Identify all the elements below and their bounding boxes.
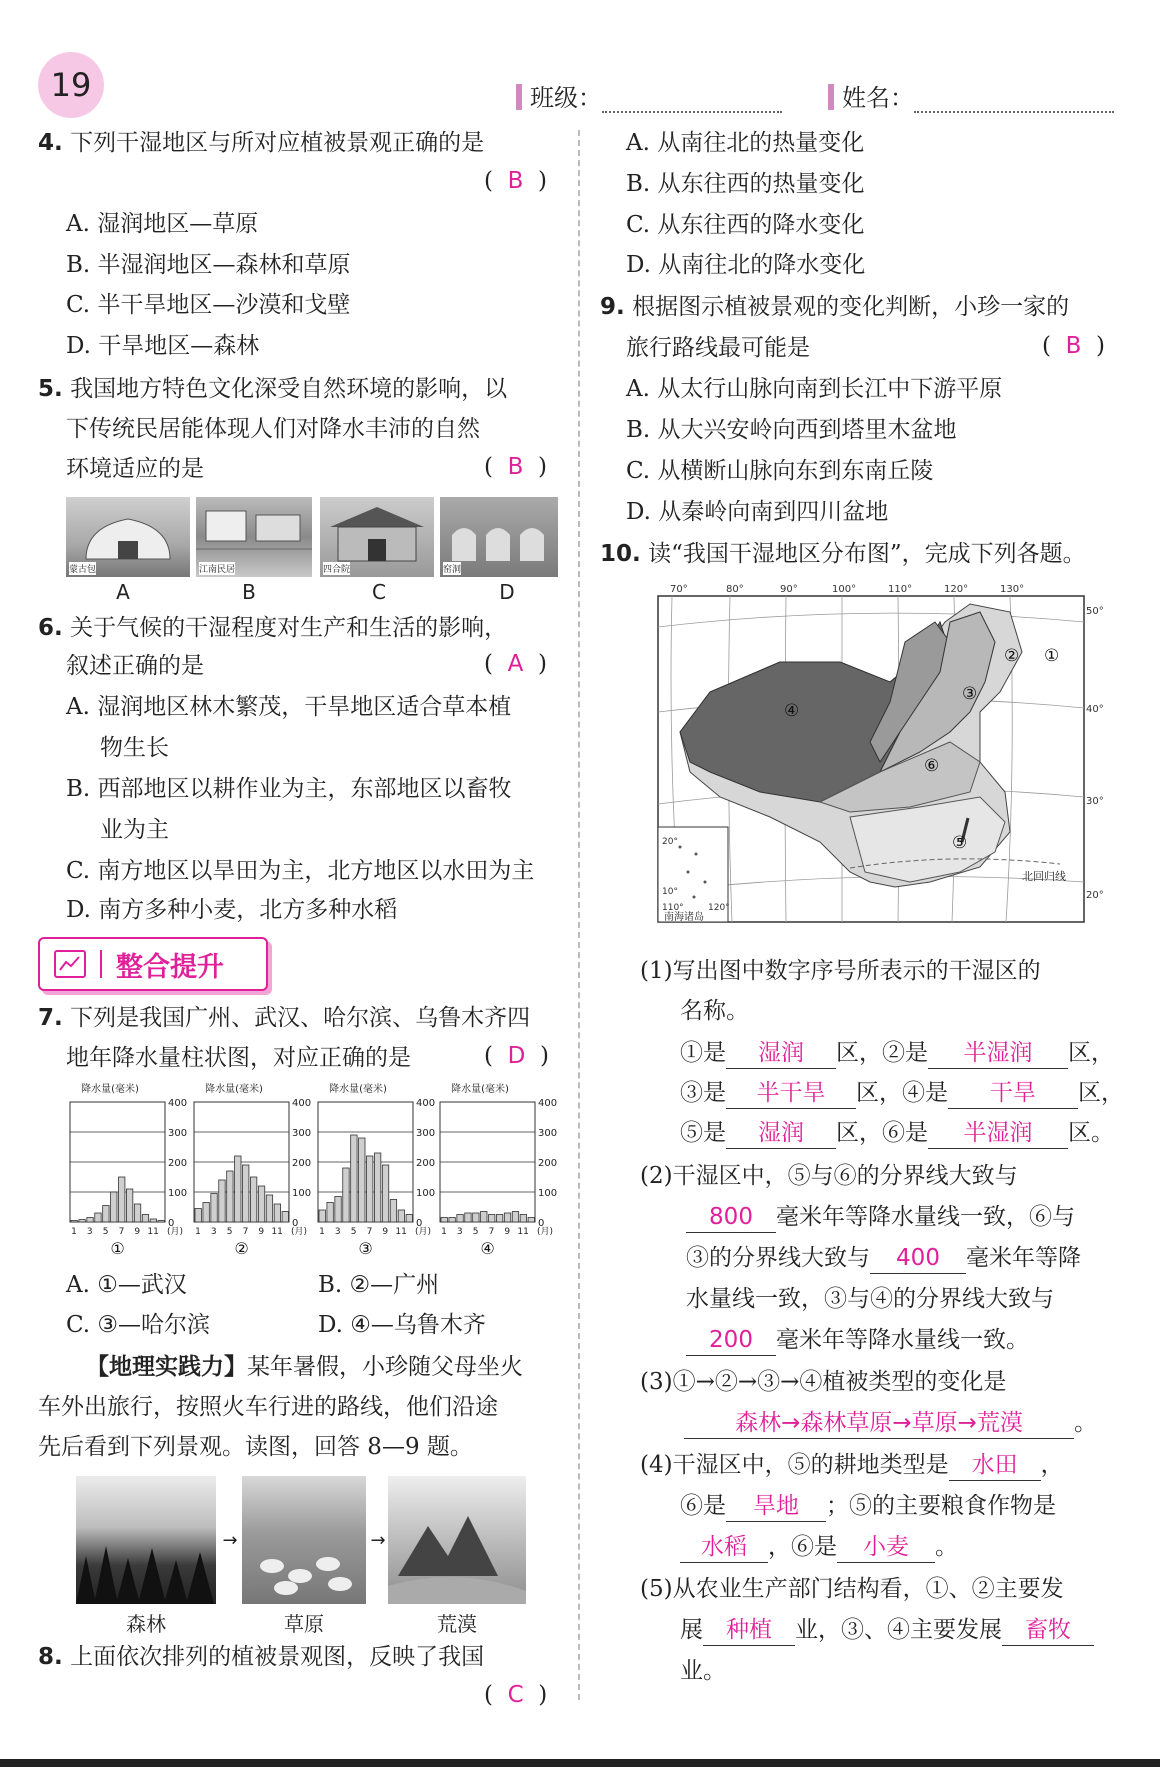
class-blank[interactable] (602, 87, 782, 113)
lon-100: 100° (832, 584, 857, 595)
q6-option-b: B. 西部地区以耕作业为主，东部地区以畜牧 (66, 776, 512, 802)
chart-1-ytick: 0 (168, 1218, 175, 1229)
inset-tick-110: 110° (662, 903, 684, 913)
chart-3-xtick: 7 (366, 1227, 373, 1237)
arrow-1: → (222, 1530, 238, 1551)
q10-p4-line1: (4)干湿区中，⑤的耕地类型是 水田 ， (640, 1450, 1064, 1481)
sheep-illustration (242, 1476, 366, 1604)
chart-4-bar (449, 1218, 455, 1223)
marker-6: ⑥ (924, 756, 940, 776)
name-label: 姓名： (842, 84, 914, 112)
chart-2-bar (243, 1165, 249, 1222)
chart-2-bar (250, 1177, 256, 1222)
photo-yaodong (440, 497, 558, 577)
chart-4-xtick: 3 (456, 1227, 463, 1237)
chart-1-bar (158, 1221, 164, 1223)
lon-130: 130° (1000, 584, 1025, 595)
chart-2-xlabel: (月) (291, 1227, 308, 1237)
chart-1-xlabel: (月) (167, 1227, 184, 1237)
page-number-badge (38, 52, 104, 118)
q10-p2-line2: 800 毫米年等降水量线一致，⑥与 (686, 1202, 1075, 1233)
q10-p3-line2: 森林→森林草原→草原→荒漠 。 (684, 1408, 1097, 1439)
chart-1-xtick: 9 (134, 1227, 141, 1237)
q10-p1-line2: 名称。 (680, 998, 749, 1024)
chart-4-ytick: 0 (538, 1218, 545, 1229)
q7-answer: ( D ) (484, 1043, 549, 1069)
q4-option-d: D. 干旱地区—森林 (66, 333, 260, 359)
marker-5: ⑤ (952, 833, 968, 853)
chart-2-bar (195, 1209, 201, 1223)
q7-option-a: A. ①—武汉 (66, 1272, 187, 1298)
chart-1-bar (87, 1218, 93, 1223)
q6-stem-2: 叙述正确的是 (66, 653, 204, 679)
lat-50: 50° (1086, 606, 1104, 617)
chart-2-xtick: 11 (271, 1227, 283, 1237)
lon-120: 120° (944, 584, 969, 595)
q6-option-b-cont: 业为主 (100, 817, 169, 843)
chart-4-xtick: 1 (441, 1227, 447, 1237)
practice-line-3: 先后看到下列景观。读图，回答 8—9 题。 (38, 1434, 473, 1460)
chart-3-bar (343, 1168, 349, 1222)
q8-option-b: B. 从东往西的热量变化 (626, 171, 865, 197)
q4-option-a: A. 湿润地区—草原 (66, 211, 259, 237)
marker-3: ③ (962, 684, 978, 704)
chart-3-ytick: 100 (416, 1188, 436, 1199)
q7-option-d: D. ④—乌鲁木齐 (318, 1312, 486, 1338)
q10-p2-line5: 200 毫米年等降水量线一致。 (686, 1325, 1029, 1356)
blank-crop[interactable]: 种植 (703, 1615, 795, 1646)
q8-answer: ( C ) (484, 1682, 548, 1708)
desert-illustration (388, 1476, 526, 1604)
q9-stem-1: 9. 根据图示植被景观的变化判断，小珍一家的 (600, 294, 1070, 320)
photo-siheyuan (320, 497, 434, 577)
chart-3-bar (390, 1200, 396, 1223)
q7-stem-2: 地年降水量柱状图，对应正确的是 (66, 1045, 411, 1071)
chart-4-bar (465, 1213, 471, 1222)
chart-3-ytick: 0 (416, 1218, 423, 1229)
photo-yurt (66, 497, 190, 577)
chart-1-ylabel: 降水量(毫米) (81, 1084, 139, 1095)
chart-4-ylabel: 降水量(毫米) (451, 1084, 509, 1095)
q10-p4-line3: 水稻 ，⑥是 小麦 。 (680, 1532, 958, 1563)
chart-2-bar (258, 1186, 264, 1222)
q5-stem-1: 5. 我国地方特色文化深受自然环境的影响，以 (38, 376, 508, 402)
chart-3-ytick: 200 (416, 1158, 436, 1169)
chart-4-xtick: 7 (488, 1227, 495, 1237)
q9-option-d: D. 从秦岭向南到四川盆地 (626, 499, 889, 525)
q9-option-c: C. 从横断山脉向东到东南丘陵 (626, 458, 934, 484)
q10-p5-line2: 展 种植 业，③、④主要发展 畜牧 (680, 1615, 1094, 1646)
blank-4[interactable]: 干旱 (948, 1078, 1078, 1109)
q9-answer: ( B ) (1042, 333, 1105, 359)
photo-caption-a: 蒙古包 (69, 562, 96, 575)
practice-tag: 【地理实践力】 (86, 1354, 247, 1380)
chart-4-bar (489, 1215, 495, 1223)
blank-400[interactable]: 400 (870, 1243, 966, 1274)
inset-label: 南海诸岛 (664, 912, 704, 923)
chart-4-ytick: 300 (538, 1128, 558, 1139)
chart-3-xtick: 3 (334, 1227, 341, 1237)
chart-1-ytick: 100 (168, 1188, 188, 1199)
blank-vegetation[interactable]: 森林→森林草原→草原→荒漠 (684, 1408, 1074, 1439)
chart-4-xlabel: (月) (537, 1227, 554, 1237)
caption-desert: 荒漠 (437, 1612, 477, 1636)
column-divider (578, 130, 580, 1700)
q5-answer: ( B ) (484, 454, 547, 480)
q10-p1-row2: ③是 半干旱 区，④是 干旱 区， (680, 1078, 1124, 1109)
q6-option-c: C. 南方地区以旱田为主，北方地区以水田为主 (66, 858, 535, 884)
chart-1-xtick: 11 (147, 1227, 159, 1237)
q7-stem-1: 7. 下列是我国广州、武汉、哈尔滨、乌鲁木齐四 (38, 1005, 531, 1031)
dry-wet-map (650, 582, 1110, 944)
chart-4-bar (441, 1218, 447, 1223)
q4-option-b: B. 半湿润地区—森林和草原 (66, 252, 351, 278)
class-label: 班级： (530, 84, 602, 112)
tropic-label: 北回归线 (1022, 870, 1066, 883)
photo-caption-d: 窑洞 (443, 562, 461, 575)
q6-option-d: D. 南方多种小麦，北方多种水稻 (66, 897, 398, 923)
blank-livestock[interactable]: 畜牧 (1002, 1615, 1094, 1646)
chart-2-ytick: 0 (292, 1218, 299, 1229)
q5-letter-c: C (372, 580, 386, 604)
chart-4-bar (528, 1218, 534, 1223)
photo-jiangnan (196, 497, 312, 577)
chart-2-xtick: 7 (242, 1227, 249, 1237)
chart-4-bar (457, 1215, 463, 1223)
chart-3-bar (367, 1156, 373, 1222)
chart-1-xtick: 3 (86, 1227, 93, 1237)
chart-2-bar (235, 1156, 241, 1222)
chart-2-xtick: 3 (210, 1227, 217, 1237)
chart-2-bar (219, 1180, 225, 1222)
chart-3-ytick: 400 (416, 1098, 436, 1109)
q6-answer: ( A ) (484, 651, 547, 677)
chart-4-bar (512, 1212, 518, 1223)
chart-3-label: ③ (358, 1239, 373, 1258)
chart-1-bar (126, 1189, 132, 1222)
q5-stem-3: 环境适应的是 (66, 456, 204, 482)
photo-grassland (242, 1476, 366, 1604)
chart-2-ytick: 100 (292, 1188, 312, 1199)
q9-option-a: A. 从太行山脉向南到长江中下游平原 (626, 376, 1003, 402)
chart-1-bar (142, 1215, 148, 1223)
chart-3-bar (359, 1138, 365, 1222)
chart-2-bar (227, 1171, 233, 1222)
blank-5[interactable]: 湿润 (726, 1118, 836, 1149)
q5-stem-2: 下传统民居能体现人们对降水丰沛的自然 (66, 416, 480, 442)
chart-2-bar (274, 1204, 280, 1222)
photo-caption-c: 四合院 (323, 562, 350, 575)
blank-800[interactable]: 800 (686, 1202, 776, 1233)
q8-stem: 8. 上面依次排列的植被景观图，反映了我国 (38, 1644, 485, 1670)
inset-tick-20: 20° (662, 837, 678, 847)
q10-p2-line3: ③的分界线大致与 400 毫米年等降 (686, 1243, 1081, 1274)
chart-3-bar (335, 1197, 341, 1223)
chart-3-ylabel: 降水量(毫米) (329, 1084, 387, 1095)
section-title: 整合提升 (116, 951, 224, 983)
chart-1-xtick: 7 (118, 1227, 125, 1237)
q5-letter-a: A (116, 580, 130, 604)
arrow-2: → (370, 1530, 386, 1551)
photo-desert (388, 1476, 526, 1604)
q6-option-a-cont: 物生长 (100, 735, 169, 761)
q8-option-d: D. 从南往北的降水变化 (626, 252, 866, 278)
chart-4-xtick: 9 (504, 1227, 511, 1237)
chart-2-ylabel: 降水量(毫米) (205, 1084, 263, 1095)
chart-3-bar (327, 1203, 333, 1223)
q6-stem-1: 6. 关于气候的干湿程度对生产和生活的影响， (38, 615, 508, 641)
chart-1-xtick: 5 (102, 1227, 109, 1237)
q7-option-c: C. ③—哈尔滨 (66, 1312, 211, 1338)
blank-rice[interactable]: 水稻 (680, 1532, 768, 1563)
lat-30: 30° (1086, 796, 1104, 807)
q10-p1-row1: ①是 湿润 区，②是 半湿润 区， (680, 1038, 1114, 1069)
chart-1-bar (71, 1221, 77, 1223)
chart-2-ytick: 400 (292, 1098, 312, 1109)
marker-2: ② (1004, 646, 1020, 666)
lon-80: 80° (726, 584, 744, 595)
chart-1-label: ① (110, 1239, 125, 1258)
chart-4-bar (481, 1212, 487, 1223)
practice-line-1: 【地理实践力】某年暑假，小珍随父母坐火 (86, 1354, 523, 1380)
q10-p2-line4: 水量线一致，③与④的分界线大致与 (686, 1286, 1054, 1312)
chart-1-ytick: 400 (168, 1098, 188, 1109)
section-tag (38, 937, 268, 991)
chart-4-bar (473, 1213, 479, 1222)
chart-3-xtick: 5 (350, 1227, 357, 1237)
chart-3-bar (374, 1153, 380, 1222)
lon-70: 70° (670, 584, 688, 595)
chart-2-ytick: 200 (292, 1158, 312, 1169)
lat-20: 20° (1086, 890, 1104, 901)
chart-4-bar (496, 1215, 502, 1223)
chart-4-ytick: 400 (538, 1098, 558, 1109)
chart-2-xtick: 5 (226, 1227, 233, 1237)
q5-letter-d: D (499, 580, 515, 604)
photo-forest (76, 1476, 216, 1604)
chart-2-label: ② (234, 1239, 249, 1258)
chart-2-ytick: 300 (292, 1128, 312, 1139)
blank-6[interactable]: 半湿润 (928, 1118, 1068, 1149)
q4-answer: ( B ) (484, 168, 547, 194)
chart-3-bar (382, 1165, 388, 1222)
chart-1-bar (103, 1206, 109, 1223)
q10-p5-line1: (5)从农业生产部门结构看，①、②主要发 (640, 1576, 1064, 1602)
chart-icon (54, 950, 86, 978)
chart-3-xtick: 1 (319, 1227, 325, 1237)
chart-4-xtick: 11 (517, 1227, 529, 1237)
blank-1[interactable]: 湿润 (726, 1038, 836, 1069)
lon-110: 110° (888, 584, 913, 595)
marker-1: ① (1044, 646, 1060, 666)
blank-wheat[interactable]: 小麦 (837, 1532, 935, 1563)
photo-caption-b: 江南民居 (199, 562, 235, 575)
chart-2-bar (266, 1195, 272, 1222)
chart-1-ytick: 300 (168, 1128, 188, 1139)
chart-3-xlabel: (月) (415, 1227, 432, 1237)
q5-letter-b: B (242, 580, 256, 604)
chart-1-bar (134, 1204, 140, 1222)
chart-2-bar (203, 1203, 209, 1223)
blank-paddy[interactable]: 水田 (949, 1450, 1041, 1481)
q10-p5-line3: 业。 (680, 1658, 726, 1684)
q10-p1-line1: (1)写出图中数字序号所表示的干湿区的 (640, 958, 1041, 984)
class-field (516, 78, 782, 113)
chart-2-xtick: 9 (258, 1227, 265, 1237)
q4-stem: 4. 下列干湿地区与所对应植被景观正确的是 (38, 130, 485, 156)
q7-precipitation-charts (60, 1080, 570, 1260)
blank-dryland[interactable]: 旱地 (726, 1491, 826, 1522)
q4-option-c: C. 半干旱地区—沙漠和戈壁 (66, 292, 351, 318)
practice-line-2: 车外出旅行，按照火车行进的路线，他们沿途 (38, 1394, 498, 1420)
chart-1-bar (119, 1177, 125, 1222)
q8-option-a: A. 从南往北的热量变化 (626, 130, 865, 156)
caption-forest: 森林 (126, 1612, 166, 1636)
chart-4-xtick: 5 (472, 1227, 479, 1237)
q8-option-c: C. 从东往西的降水变化 (626, 212, 865, 238)
chart-1-bar (111, 1192, 117, 1222)
q10-stem: 10. 读“我国干湿地区分布图”，完成下列各题。 (600, 541, 1086, 567)
chart-3-xtick: 11 (395, 1227, 407, 1237)
chart-3-ytick: 300 (416, 1128, 436, 1139)
q6-option-a: A. 湿润地区林木繁茂，干旱地区适合草本植 (66, 694, 512, 720)
chart-3-xtick: 9 (382, 1227, 389, 1237)
chart-3-bar (351, 1135, 357, 1222)
q9-stem-2: 旅行路线最可能是 (626, 335, 810, 361)
chart-1-bar (79, 1220, 85, 1222)
marker-4: ④ (784, 701, 800, 721)
q9-option-b: B. 从大兴安岭向西到塔里木盆地 (626, 417, 957, 443)
q10-p3-line1: (3)①→②→③→④植被类型的变化是 (640, 1369, 1007, 1395)
chart-4-ytick: 100 (538, 1188, 558, 1199)
name-field (828, 78, 1114, 113)
chart-4-label: ④ (480, 1239, 495, 1258)
chart-4-ytick: 200 (538, 1158, 558, 1169)
q10-p1-row3: ⑤是 湿润 区，⑥是 半湿润 区。 (680, 1118, 1114, 1149)
blank-3[interactable]: 半干旱 (726, 1078, 856, 1109)
lon-90: 90° (780, 584, 798, 595)
chart-1-bar (150, 1219, 156, 1222)
q10-p2-line1: (2)干湿区中，⑤与⑥的分界线大致与 (640, 1163, 1018, 1189)
inset-tick-10: 10° (662, 887, 678, 897)
blank-200[interactable]: 200 (686, 1325, 776, 1356)
chart-3-bar (319, 1210, 325, 1222)
chart-1-ytick: 200 (168, 1158, 188, 1169)
lat-40: 40° (1086, 704, 1104, 715)
chart-3-bar (398, 1210, 404, 1222)
blank-2[interactable]: 半湿润 (928, 1038, 1068, 1069)
chart-4-bar (504, 1213, 510, 1222)
chart-1-xtick: 1 (71, 1227, 77, 1237)
q7-option-b: B. ②—广州 (318, 1272, 440, 1298)
chart-2-bar (282, 1212, 288, 1223)
q10-p4-line2: ⑥是 旱地 ；⑤的主要粮食作物是 (680, 1491, 1056, 1522)
chart-2-bar (211, 1194, 217, 1223)
caption-grassland: 草原 (284, 1612, 324, 1636)
forest-illustration (76, 1476, 216, 1604)
name-blank[interactable] (914, 87, 1114, 113)
chart-2-xtick: 1 (195, 1227, 201, 1237)
bottom-bar (0, 1759, 1160, 1767)
chart-1-bar (95, 1213, 101, 1222)
chart-3-bar (406, 1215, 412, 1223)
page-number: 19 (50, 66, 92, 104)
inset-tick-120: 120° (708, 903, 730, 913)
chart-4-bar (520, 1215, 526, 1223)
